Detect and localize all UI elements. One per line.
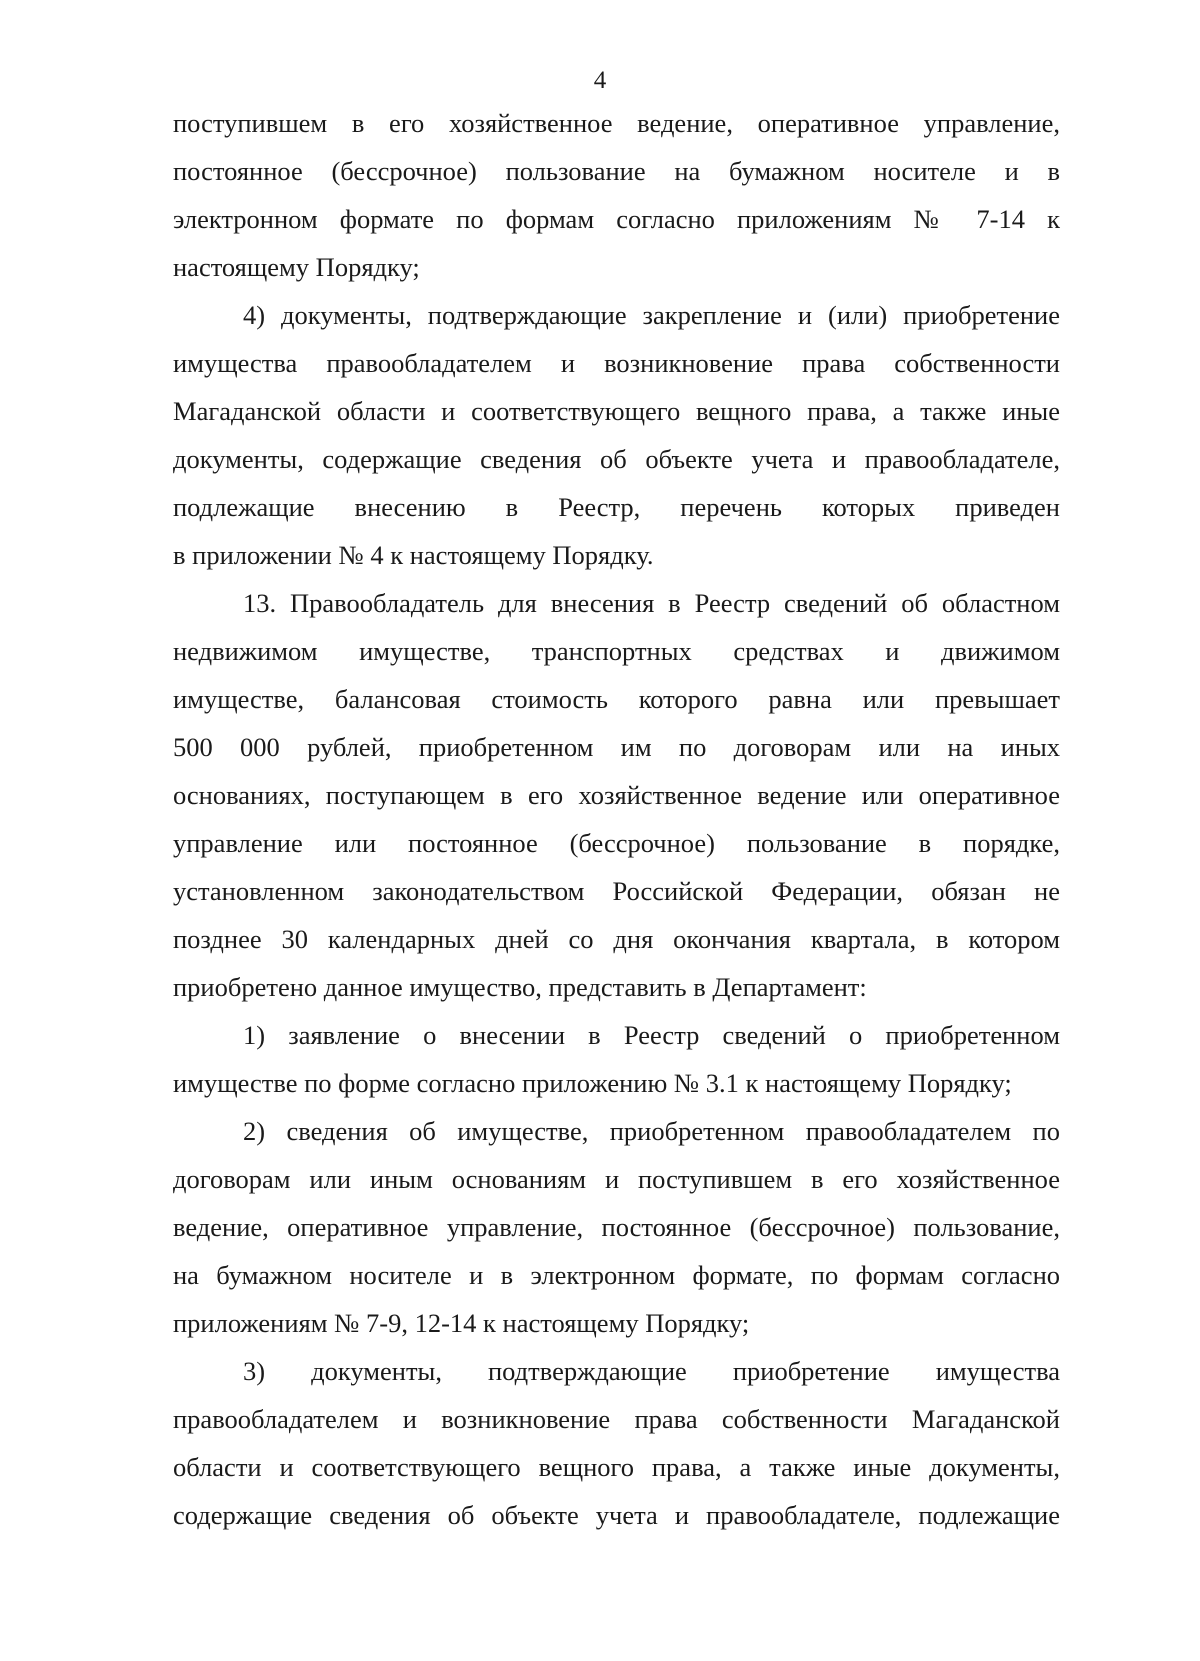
text-line: позднее 30 календарных дней со дня окончания квартала, в котором — [173, 924, 1060, 954]
text-line: имуществе, балансовая стоимость которого равна или превышает — [173, 684, 1060, 714]
text-line: недвижимом имуществе, транспортных средствах и движимом — [173, 636, 1060, 666]
text-line: настоящему Порядку; — [173, 252, 420, 282]
text-line: на бумажном носителе и в электронном формате, по формам согласно — [173, 1260, 1060, 1290]
text-line: содержащие сведения об объекте учета и правообладателе, подлежащие — [173, 1500, 1060, 1530]
text-line: 13. Правообладатель для внесения в Реестр сведений об областном — [243, 588, 1060, 618]
text-line: установленном законодательством Российской Федерации, обязан не — [173, 876, 1060, 906]
text-line: 1) заявление о внесении в Реестр сведений о приобретенном — [243, 1020, 1060, 1050]
text-line: поступившем в его хозяйственное ведение, оперативное управление, — [173, 108, 1060, 138]
text-line: Магаданской области и соответствующего вещного права, а также иные — [173, 396, 1060, 426]
page-number: 4 — [593, 67, 607, 94]
text-line: основаниях, поступающем в его хозяйственное ведение или оперативное — [173, 780, 1060, 810]
text-line: ведение, оперативное управление, постоянное (бессрочное) пользование, — [173, 1212, 1060, 1242]
text-line: подлежащие внесению в Реестр, перечень которых приведен — [173, 492, 1060, 522]
text-line: документы, содержащие сведения об объекте учета и правообладателе, — [173, 444, 1060, 474]
text-line: правообладателем и возникновение права собственности Магаданской — [173, 1404, 1060, 1434]
text-line: 4) документы, подтверждающие закрепление и (или) приобретение — [243, 300, 1060, 330]
document-body — [173, 108, 1060, 1548]
text-line: приложениям № 7-9, 12-14 к настоящему Порядку; — [173, 1308, 750, 1338]
text-line: 500 000 рублей, приобретенном им по договорам или на иных — [173, 732, 1060, 762]
text-line: приобретено данное имущество, представить в Департамент: — [173, 972, 867, 1002]
text-line: 2) сведения об имуществе, приобретенном правообладателем по — [243, 1116, 1060, 1146]
text-line: договорам или иным основаниям и поступившем в его хозяйственное — [173, 1164, 1060, 1194]
text-line: имущества правообладателем и возникновение права собственности — [173, 348, 1060, 378]
text-line: области и соответствующего вещного права, а также иные документы, — [173, 1452, 1060, 1482]
text-line: управление или постоянное (бессрочное) пользование в порядке, — [173, 828, 1060, 858]
text-line: в приложении № 4 к настоящему Порядку. — [173, 540, 654, 570]
text-line: электронном формате по формам согласно приложениям № 7-14 к — [173, 204, 1060, 234]
text-line: имуществе по форме согласно приложению № 3.1 к настоящему Порядку; — [173, 1068, 1012, 1098]
text-line: постоянное (бессрочное) пользование на бумажном носителе и в — [173, 156, 1060, 186]
text-line: 3) документы, подтверждающие приобретение имущества — [243, 1356, 1060, 1386]
